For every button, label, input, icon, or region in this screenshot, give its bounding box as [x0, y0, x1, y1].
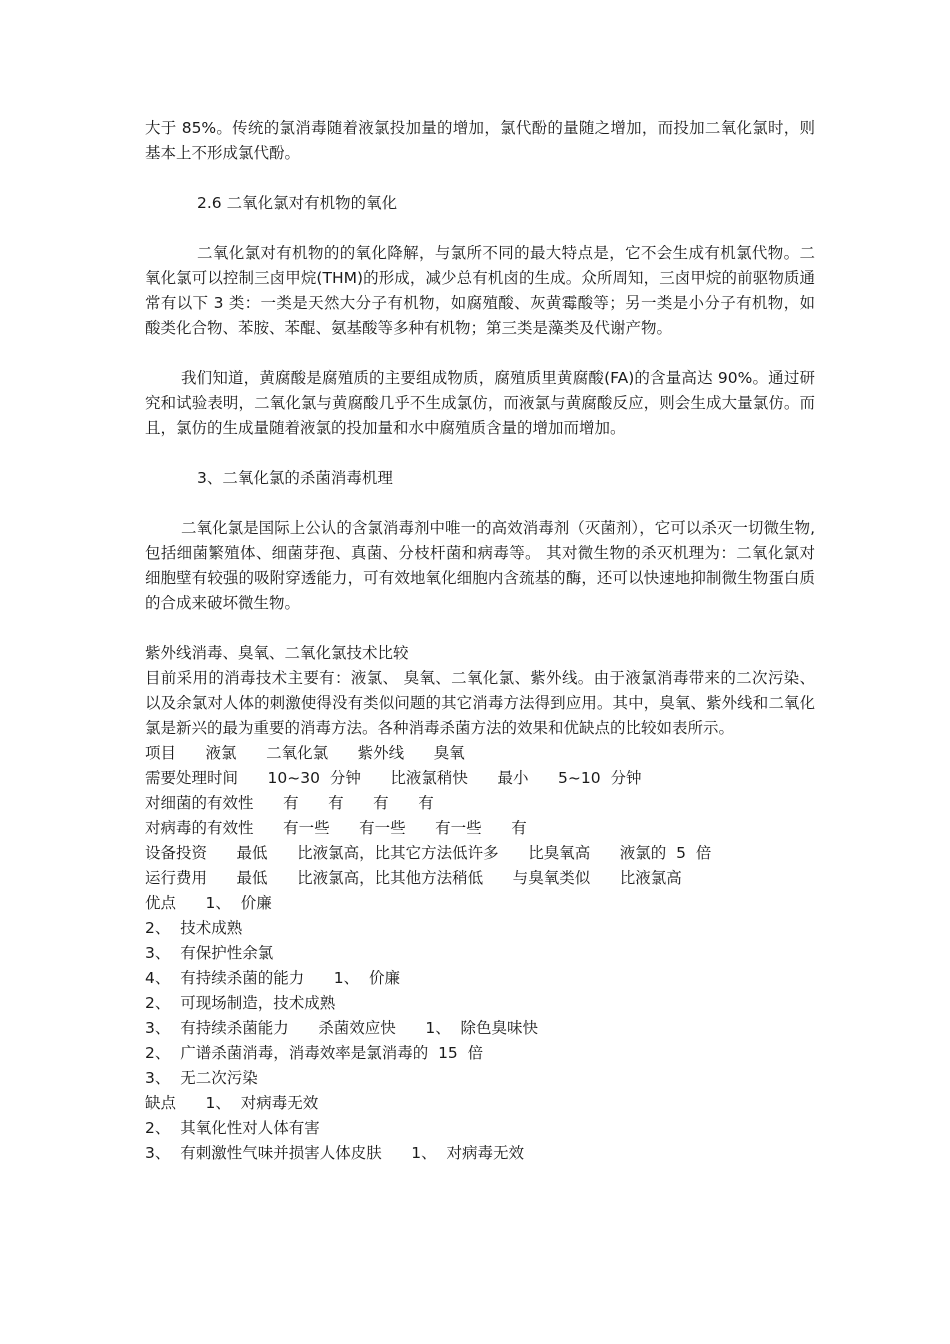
comparison-line: 对细菌的有效性 有 有 有 有: [145, 794, 434, 812]
paragraph-organic-oxidation: 二氧化氯对有机物的的氧化降解，与氯所不同的最大特点是，它不会生成有机氯代物。二氧化氯可以控制三卤甲烷(THM)的形成，减少总有机卤的生成。众所周知，三卤甲烷的前驱物质通常有以下 3 类：一类是天然大分子有机物，如腐殖酸、灰黄霉酸等；另一类是小分子有机物，如酸类化合物、苯胺、苯醌、氨基酸等多种有机物；第三类是藻类及代谢产物。: [145, 244, 815, 337]
comparison-line: 需要处理时间 10~30 分钟 比液氯稍快 最小 5~10 分钟: [145, 769, 642, 787]
comparison-line: 2、 可现场制造，技术成熟: [145, 994, 336, 1012]
comparison-list: [145, 741, 815, 1166]
comparison-line: 运行费用 最低 比液氯高，比其他方法稍低 与臭氧类似 比液氯高: [145, 869, 682, 887]
comparison-line: 缺点 1、 对病毒无效: [145, 1094, 319, 1112]
comparison-line: 4、 有持续杀菌的能力 1、 价廉: [145, 969, 400, 987]
comparison-title: 紫外线消毒、臭氧、二氧化氯技术比较: [145, 644, 409, 662]
comparison-line: 2、 技术成熟: [145, 919, 243, 937]
comparison-line: 3、 有保护性余氯: [145, 944, 274, 962]
comparison-line: 项目 液氯 二氧化氯 紫外线 臭氧: [145, 744, 465, 762]
section-heading-3: 3、二氧化氯的杀菌消毒机理: [197, 469, 393, 487]
comparison-line: 对病毒的有效性 有一些 有一些 有一些 有: [145, 819, 527, 837]
comparison-line: 3、 无二次污染: [145, 1069, 258, 1087]
comparison-line: 3、 有持续杀菌能力 杀菌效应快 1、 除色臭味快: [145, 1019, 539, 1037]
comparison-line: 3、 有刺激性气味并损害人体皮肤 1、 对病毒无效: [145, 1144, 524, 1162]
comparison-line: 优点 1、 价廉: [145, 894, 272, 912]
document-page: [145, 116, 815, 1166]
paragraph-disinfection-methods: 目前采用的消毒技术主要有：液氯、 臭氧、二氧化氯、紫外线。由于液氯消毒带来的二次污染、以及余氯对人体的刺激使得没有类似问题的其它消毒方法得到应用。其中，臭氧、紫外线和二氧化氯是新兴的最为重要的消毒方法。各种消毒杀菌方法的效果和优缺点的比较如表所示。: [145, 669, 815, 737]
comparison-line: 设备投资 最低 比液氯高，比其它方法低许多 比臭氧高 液氯的 5 倍: [145, 844, 712, 862]
comparison-line: 2、 其氧化性对人体有害: [145, 1119, 320, 1137]
comparison-line: 2、 广谱杀菌消毒，消毒效率是氯消毒的 15 倍: [145, 1044, 484, 1062]
paragraph-fulvic-acid: 我们知道，黄腐酸是腐殖质的主要组成物质，腐殖质里黄腐酸(FA)的含量高达 90%。通过研究和试验表明，二氧化氯与黄腐酸几乎不生成氯仿，而液氯与黄腐酸反应，则会生成大量氯仿。而且，氯仿的生成量随着液氯的投加量和水中腐殖质含量的增加而增加。: [145, 369, 815, 437]
paragraph-sterilization-mechanism: 二氧化氯是国际上公认的含氯消毒剂中唯一的高效消毒剂（灭菌剂），它可以杀灭一切微生物,包括细菌繁殖体、细菌芽孢、真菌、分枝杆菌和病毒等。 其对微生物的杀灭机理为：二氧化氯对细胞壁有较强的吸附穿透能力，可有效地氧化细胞内含巯基的酶，还可以快速地抑制微生物蛋白质的合成来破坏微生物。: [145, 519, 815, 612]
paragraph-chlorophenol: 大于 85%。传统的氯消毒随着液氯投加量的增加，氯代酚的量随之增加，而投加二氧化氯时，则基本上不形成氯代酚。: [145, 119, 815, 162]
section-heading-2-6: 2.6 二氧化氯对有机物的氧化: [197, 194, 398, 212]
